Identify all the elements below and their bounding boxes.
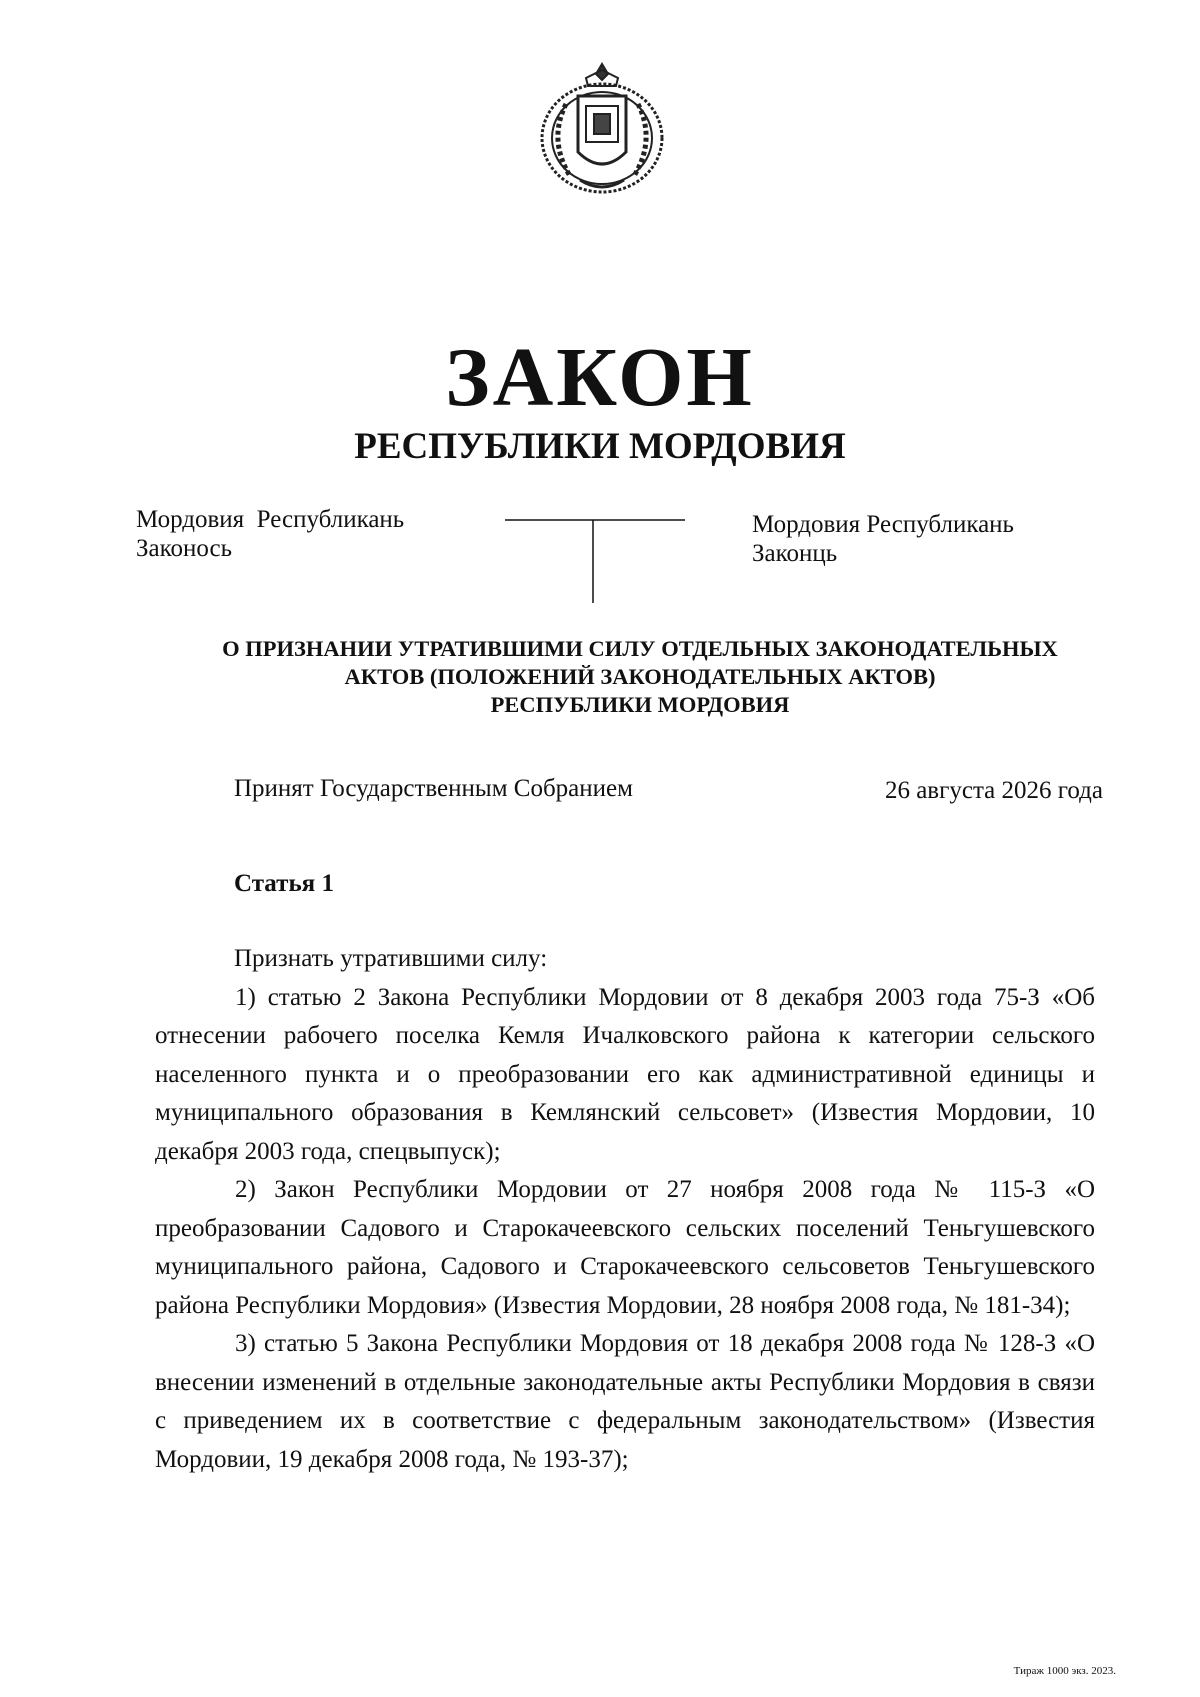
law-name-line2: АКТОВ (ПОЛОЖЕНИЙ ЗАКОНОДАТЕЛЬНЫХ АКТОВ) — [344, 664, 936, 689]
article-body — [155, 940, 1095, 1479]
article-heading: Статья 1 — [234, 870, 334, 897]
erzya-title-line2: Законць — [752, 540, 838, 567]
moksha-title-line1: Мордовия Республикань — [136, 506, 405, 533]
article-item: 1) статью 2 Закона Республики Мордовии от 8 декабря 2003 года 75-З «Об отнесении рабочего поселка Кемля Ичалковского района к категории сельского населенного пункта и о преобразовании его как административной единицы и муниципального образования в Кемлянский сельсовет» (Известия Мордовии, 10 декабря 2003 года, спецвыпуск); — [155, 983, 1095, 1165]
adoption-text: Принят Государственным Собранием — [234, 775, 633, 802]
erzya-title-line1: Мордовия Республикань — [752, 511, 1014, 538]
law-name-line3: РЕСПУБЛИКИ МОРДОВИЯ — [490, 692, 790, 717]
coat-of-arms-icon — [536, 60, 668, 198]
adoption-date: 26 августа 2026 года — [884, 777, 1103, 804]
header-divider — [505, 519, 685, 603]
law-name — [140, 635, 1140, 719]
document-title: ЗАКОН — [445, 331, 755, 424]
print-run: Тираж 1000 экз. 2023. — [1013, 1665, 1116, 1677]
article-item: 2) Закон Республики Мордовии от 27 ноября 2008 года № 115-З «О преобразовании Садового и Старокачеевского сельских поселений Теньгушевского муниципального района, Садового и Старокачеевского сельсоветов Теньгушевского района Республики Мордовия» (Известия Мордовии, 28 ноября 2008 года, № 181-34); — [155, 1176, 1095, 1319]
article-item: 3) статью 5 Закона Республики Мордовия от 18 декабря 2008 года № 128-З «О внесении изменений в отдельные законодательные акты Республики Мордовия в связи с приведением их в соответствие с федеральным законодательством» (Известия Мордовии, 19 декабря 2008 года, № 193-37); — [155, 1330, 1095, 1473]
moksha-title — [136, 505, 404, 563]
law-name-line1: О ПРИЗНАНИИ УТРАТИВШИМИ СИЛУ ОТДЕЛЬНЫХ ЗАКОНОДАТЕЛЬНЫХ — [222, 636, 1058, 661]
moksha-title-line2: Законось — [136, 535, 232, 562]
document-subtitle: РЕСПУБЛИКИ МОРДОВИЯ — [354, 426, 846, 467]
article-lead: Признать утратившими силу: — [234, 945, 548, 972]
erzya-title — [752, 510, 1014, 568]
